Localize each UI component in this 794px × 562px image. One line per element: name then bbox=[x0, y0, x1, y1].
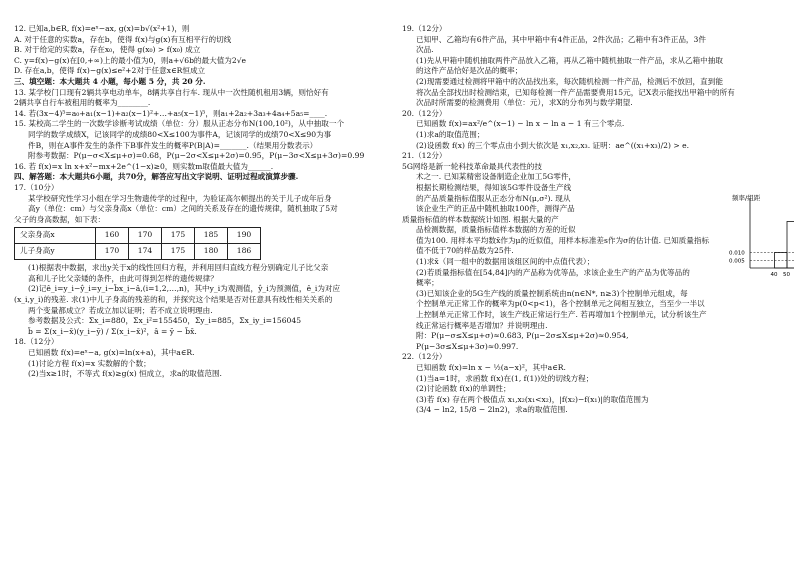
text-line: 15. 某校高二学生的一次数学诊断考试成绩（单位：分）服从正态分布N(100,10²)，从中抽取一个 bbox=[14, 119, 345, 129]
text-line: 12. 已知a,b∈R, f(x)=eˣ−ax, g(x)=b√(x²+1)，则 bbox=[14, 24, 190, 33]
table-cell: 186 bbox=[228, 244, 261, 260]
text-line: 高和儿子比父亲矮的条件，由此可得到怎样的遗传规律？ bbox=[28, 273, 218, 283]
x-tick-label: 50 bbox=[783, 272, 790, 278]
text-line: b̂ = Σ(x_i−x̄)(y_i−ȳ) / Σ(x_i−x̄)²，â = ȳ − b̂x̄. bbox=[28, 326, 197, 336]
text-line: (1)当a=1时，求函数 f(x)在(1, f(1))处的切线方程； bbox=[416, 373, 594, 383]
text-line: 已知函数 f(x)=ax²/e^(x−1) − ln x − ln a − 1 有三个零点. bbox=[416, 119, 625, 129]
table-cell: 185 bbox=[195, 228, 228, 244]
text-line: 四、解答题：本大题共6小题，共70分，解答应写出文字说明、证明过程或演算步骤. bbox=[14, 172, 299, 182]
text-line: (1)根据表中数据，求出y关于x的线性回归方程，并利用回归直线方程分别确定儿子比父亲 bbox=[28, 263, 329, 273]
text-line: 次品. bbox=[416, 45, 434, 55]
text-line: 19.（12分） bbox=[402, 24, 447, 33]
chart-ylabel: 频率/组距 bbox=[732, 194, 761, 202]
text-line: 2辆共享自行车被租用的概率为________. bbox=[14, 98, 151, 108]
table-row bbox=[15, 228, 261, 244]
text-line: 5G网络是新一轮科技革命最具代表性的技 bbox=[402, 161, 542, 171]
text-line: 将次品全部找出时检测结束，已知每检测一件产品需要费用15元，记X表示能找出甲箱中的所有 bbox=[416, 87, 735, 97]
text-line: 值为100. 用样本平均数x̄作为μ的近似值，用样本标准差s作为σ的估计值. 已知质量指标 bbox=[416, 235, 710, 245]
text-line: 的产品质量指标值服从正态分布N(μ,σ²). 现从 bbox=[416, 193, 571, 203]
histogram-chart bbox=[728, 192, 794, 284]
text-line: (1)求x̄（同一组中的数据用该组区间的中点值代表）； bbox=[416, 257, 595, 267]
text-line: 14. 若(3x−4)⁵=a₀+a₁(x−1)+a₂(x−1)²+…+a₅(x−1)⁵，则a₁+2a₂+3a₃+4a₄+5a₅=____. bbox=[14, 108, 328, 118]
text-line: 次品时所需要的检测费用（单位：元），求X的分布列与数学期望. bbox=[416, 98, 633, 108]
text-line: 某学校研究性学习小组在学习生物遗传学的过程中，为验证高尔顿提出的关于儿子成年后身 bbox=[28, 193, 332, 203]
text-line: 根据长期检测结果，得知该5G零件设备生产线 bbox=[416, 182, 572, 192]
text-line: (2)讨论函数 f(x)的单调性； bbox=[416, 384, 511, 394]
text-line: 概率； bbox=[416, 278, 439, 288]
text-line: 三、填空题：本大题共 4 小题，每小题 5 分，共 20 分. bbox=[14, 76, 206, 86]
text-line: (1)讨论方程 f(x)=x 实数解的个数； bbox=[28, 358, 151, 368]
text-line: (2)设函数 f(x) 的三个零点由小到大依次是 x₁,x₂,x₃. 证明：ae^((x₁+x₃)/2) > e. bbox=[416, 140, 690, 150]
text-line: 18.（12分） bbox=[14, 337, 59, 347]
text-line: P(μ−3σ≤X≤μ+3σ)≈0.997. bbox=[416, 341, 519, 351]
text-line: C. y=f(x)−g(x)在[0,+∞)上的最小值为0，则a+√6b的最大值为2√e bbox=[14, 55, 247, 65]
text-line: 品检测数据，质量指标值样本数据的方差的近似 bbox=[416, 225, 576, 235]
text-line: (1)先从甲箱中随机抽取两件产品放入乙箱，再从乙箱中随机抽取一件产品，求从乙箱中抽取 bbox=[416, 55, 723, 65]
text-line: (1)求a的取值范围； bbox=[416, 129, 485, 139]
table-cell: 170 bbox=[129, 228, 162, 244]
table-cell: 190 bbox=[228, 228, 261, 244]
text-line: (2)现需要通过检测将甲箱中的次品找出来，每次随机检测一件产品，检测后不放回，直到能 bbox=[416, 76, 723, 86]
text-line: 术之一. 已知某精密设备制造企业加工5G零件， bbox=[416, 172, 577, 182]
text-line: 17.（10分） bbox=[14, 182, 59, 192]
height-data-table bbox=[14, 227, 261, 260]
text-line: 线正常运行概率是否增加？并说明理由. bbox=[416, 320, 548, 330]
text-line: 高y（单位：cm）与父亲身高x（单位：cm）之间的关系及存在的遗传规律，随机抽取了5对 bbox=[28, 204, 338, 214]
histogram-bar bbox=[787, 222, 794, 269]
table-row-label: 儿子身高y bbox=[15, 244, 96, 260]
text-line: 16. 若 f(x)=x ln x+x²−mx+2e^(1−x)≥0，则实数m取值最大值为______. bbox=[14, 161, 274, 171]
left-text-block-2 bbox=[14, 263, 386, 380]
text-line: 已知函数 f(x)=eˣ−a, g(x)=ln(x+a)，其中a∈R. bbox=[28, 348, 195, 358]
text-line: A. 对于任意的实数a，存在b，使得 f(x)与g(x)有互相平行的切线 bbox=[14, 34, 232, 44]
text-line: 已知甲、乙箱均有6件产品，其中甲箱中有4件正品，2件次品；乙箱中有3件正品，3件 bbox=[416, 34, 706, 44]
text-line: 两个变量都成立？若成立加以证明；若不成立说明理由. bbox=[28, 305, 213, 315]
y-tick-label: 0.005 bbox=[729, 258, 745, 265]
text-line: 附参考数据：P(μ−σ<X≤μ+σ)=0.68，P(μ−2σ<X≤μ+2σ)=0.95，P(μ−3σ<X≤μ+3σ)=0.99 bbox=[28, 151, 365, 161]
right-text-block bbox=[402, 24, 780, 416]
table-cell: 175 bbox=[162, 244, 195, 260]
text-line: 上控制单元正常工作时，该生产线正常运行生产. 若再增加1个控制单元，试分析该生产 bbox=[416, 310, 707, 320]
table-cell: 180 bbox=[195, 244, 228, 260]
left-text-block-1 bbox=[14, 24, 386, 225]
table-cell: 174 bbox=[129, 244, 162, 260]
text-line: (2)记ê_i=y_i−ŷ_i=y_i−b̂x_i−â,(i=1,2,…,n)，其中y_i为观测值，ŷ_i为预测值，ê_i为对应 bbox=[28, 284, 341, 294]
table-row-label: 父亲身高x bbox=[15, 228, 96, 244]
text-line: D. 存在a,b，使得 f(x)−g(x)≤e²+2对于任意x∈R恒成立 bbox=[14, 66, 206, 76]
x-tick-label: 40 bbox=[770, 272, 778, 278]
text-line: 个控制单元正常工作的概率为p(0<p<1)，各个控制单元之间相互独立，当至少一半以 bbox=[416, 299, 705, 309]
text-line: 20.（12分） bbox=[402, 108, 447, 118]
table-cell: 160 bbox=[96, 228, 129, 244]
right-column bbox=[402, 24, 790, 416]
table-row bbox=[15, 244, 261, 260]
y-tick-label: 0.010 bbox=[729, 250, 745, 257]
text-line: B. 对于给定的实数a，存在x₀，使得 g(x₀) > f(x₀) 成立 bbox=[14, 45, 201, 55]
text-line: 21.（12分） bbox=[402, 151, 447, 161]
text-line: (x_i,y_i)的残差. 求(1)中儿子身高的残差的和，并探究这个结果是否对任意具有线性相关关系的 bbox=[14, 295, 333, 305]
text-line: 该企业生产的正品中随机抽取100件，测得产品 bbox=[416, 204, 575, 214]
text-line: 参考数据及公式：Σx_i=880，Σx_i²=155450，Σy_i=885，Σx_iy_i=156045 bbox=[28, 316, 302, 326]
text-line: 质量指标值的样本数据统计如图. 根据大量的产 bbox=[402, 214, 559, 224]
table-cell: 170 bbox=[96, 244, 129, 260]
text-line: (3/4 − ln2, 15/8 − 2ln2)，求a的取值范围. bbox=[416, 405, 568, 415]
text-line: 的这件产品恰好是次品的概率； bbox=[416, 66, 523, 76]
left-column bbox=[14, 24, 386, 380]
text-line: 13. 某学校门口现有2辆共享电动单车，8辆共享自行车. 现从中一次性随机租用3辆，则恰好有 bbox=[14, 87, 329, 97]
text-line: 附：P(μ−σ≤X≤μ+σ)≈0.683, P(μ−2σ≤X≤μ+2σ)≈0.954, bbox=[416, 331, 629, 341]
text-line: (2)当x≥1时，不等式 f(x)≥g(x) 恒成立，求a的取值范围. bbox=[28, 369, 222, 379]
text-line: (3)若 f(x) 存在两个极值点 x₁,x₂(x₁<x₂)，|f(x₂)−f(x₁)|的取值范围为 bbox=[416, 394, 649, 404]
text-line: 已知函数 f(x)=ln x − ½(a−x)²，其中a∈R. bbox=[416, 363, 566, 372]
table-cell: 175 bbox=[162, 228, 195, 244]
text-line: (2)若质量指标值在[54,84]内的产品称为优等品，求该企业生产的产品为优等品的 bbox=[416, 267, 690, 277]
text-line: (3)已知该企业的5G生产线的质量控制系统由n(n∈N*, n≥3)个控制单元组成，每 bbox=[416, 288, 688, 298]
text-line: 值不低于70的样品数为25件. bbox=[416, 246, 514, 256]
text-line: 同学的数学成绩X，记该同学的成绩80<X≤100为事件A，记该同学的成绩70<X≤90为事 bbox=[28, 129, 332, 139]
text-line: 父子的身高数据，如下表： bbox=[14, 214, 106, 224]
text-line: 件B，则在A事件发生的条件下B事件发生的概率P(B|A)=_______.（结果用分数表示） bbox=[28, 140, 318, 150]
text-line: 22.（12分） bbox=[402, 352, 447, 362]
